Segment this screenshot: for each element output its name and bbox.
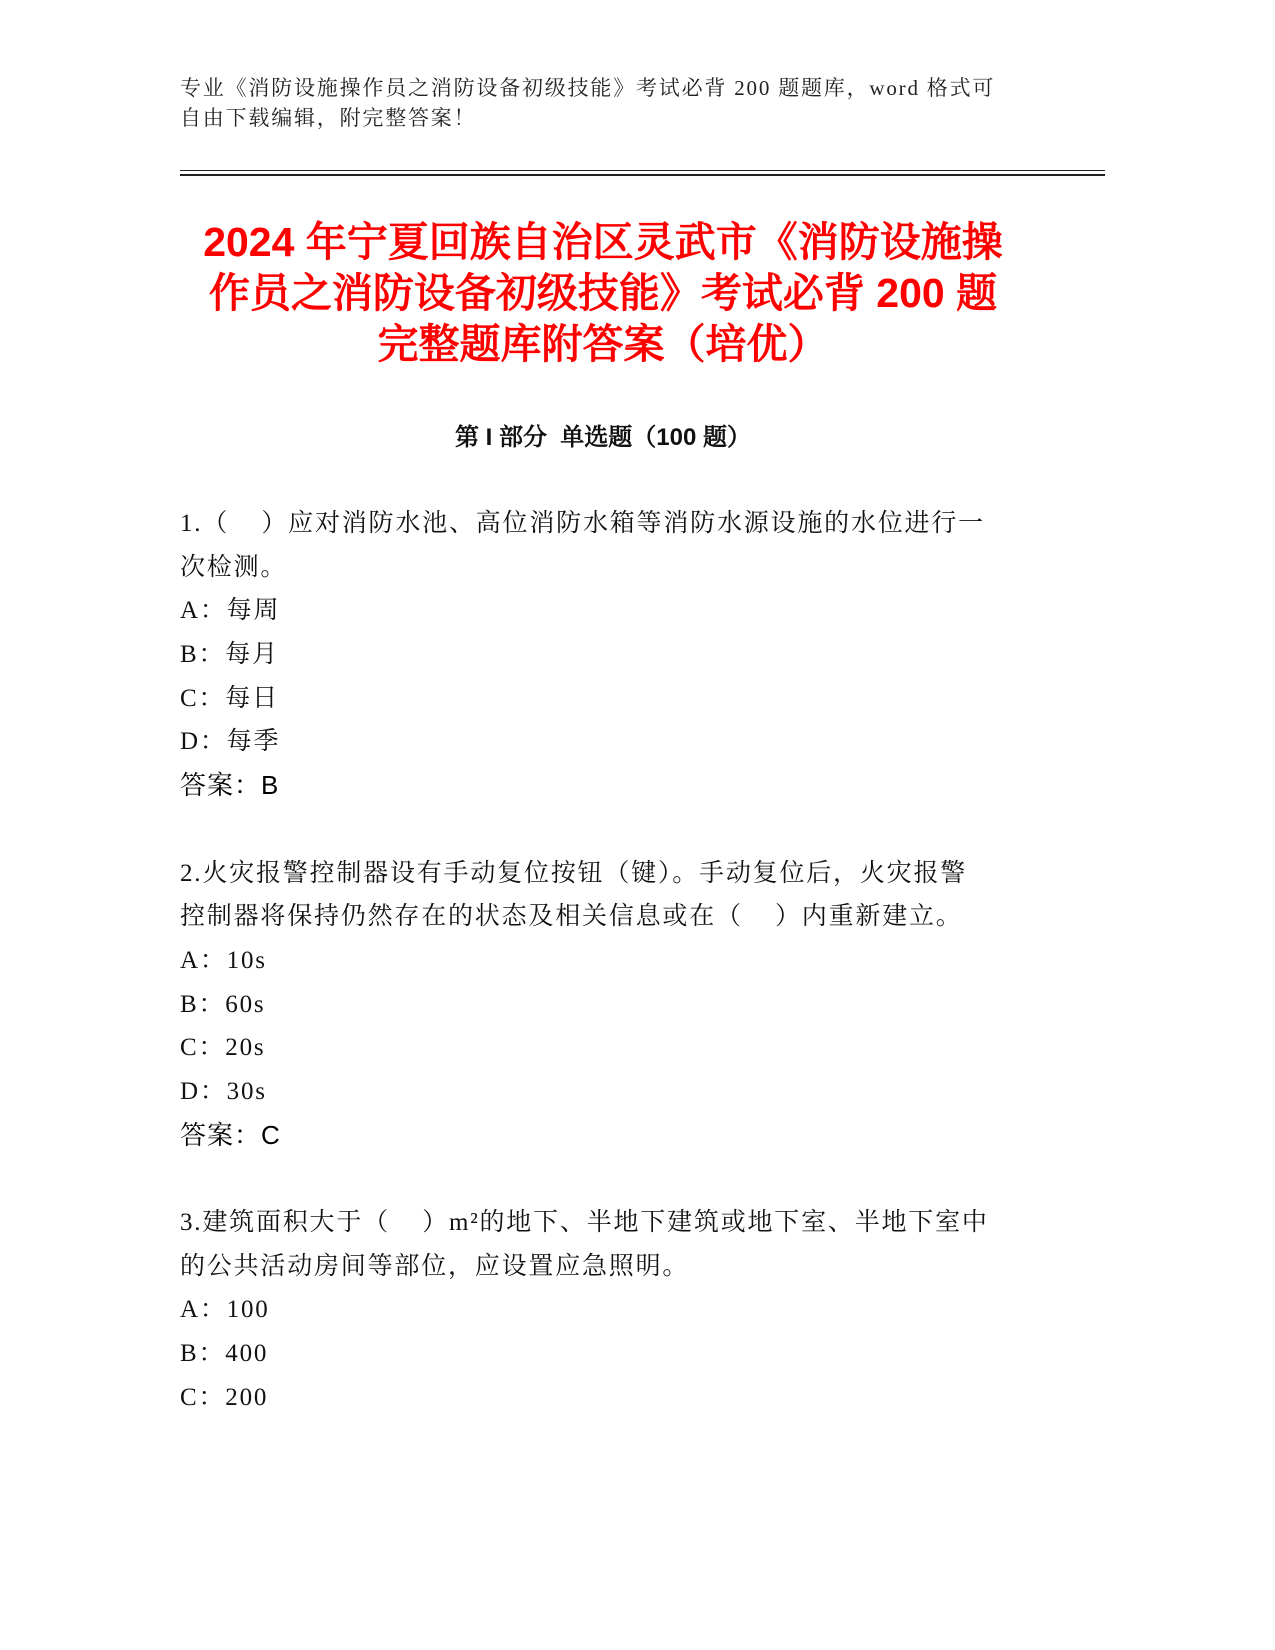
option-label: C： [180, 1383, 226, 1411]
answer-line [180, 1114, 1080, 1158]
option-label: B： [180, 990, 226, 1018]
question-text-line: 控制器将保持仍然存在的状态及相关信息或在（ ）内重新建立。 [180, 903, 963, 931]
title-line: 完整题库附答案（培优） [377, 321, 829, 367]
option-label: B： [180, 1340, 226, 1368]
header-line: 自由下载编辑，附完整答案！ [180, 106, 477, 130]
document-header [180, 73, 1080, 133]
question-3 [180, 1201, 1080, 1419]
option-text: 100 [226, 1296, 270, 1324]
option-a [180, 939, 1080, 983]
option-c [180, 1376, 1080, 1420]
option-text: 200 [225, 1383, 269, 1411]
option-label: C： [180, 684, 226, 712]
answer-value: B [261, 770, 280, 801]
option-b [180, 633, 1080, 677]
question-list [180, 502, 1080, 1463]
option-d [180, 1070, 1080, 1114]
header-line: 专业《消防设施操作员之消防设备初级技能》考试必背 200 题题库，word 格式可 [180, 76, 996, 100]
option-text: 每日 [225, 684, 279, 712]
option-label: D： [180, 728, 227, 756]
option-label: A： [180, 1296, 227, 1324]
section-heading: 第 I 部分 单选题（100 题） [454, 424, 752, 451]
answer-line [180, 764, 1080, 808]
option-label: B： [180, 641, 226, 669]
option-b [180, 1332, 1080, 1376]
question-text-line: 次检测。 [180, 553, 288, 581]
answer-value: C [261, 1119, 281, 1150]
question-text-line: 的公共活动房间等部位，应设置应急照明。 [180, 1252, 690, 1280]
question-1 [180, 502, 1080, 808]
option-a [180, 589, 1080, 633]
option-text: 400 [225, 1340, 269, 1368]
option-text: 每周 [226, 597, 281, 625]
title-line: 作员之消防设备初级技能》考试必背 200 题 [208, 270, 998, 316]
option-d [180, 720, 1080, 764]
option-text: 20s [225, 1034, 266, 1062]
option-text: 每月 [225, 641, 279, 669]
option-label: A： [180, 946, 227, 974]
answer-label: 答案： [180, 770, 262, 801]
option-text: 30s [226, 1077, 267, 1105]
question-text-line: 2.火灾报警控制器设有手动复位按钮（键）。手动复位后，火灾报警 [180, 859, 968, 887]
option-text: 10s [226, 946, 267, 974]
document-title [180, 217, 1026, 370]
question-text-line: 3.建筑面积大于（ ）m²的地下、半地下建筑或地下室、半地下室中 [180, 1209, 989, 1236]
option-text: 每季 [226, 728, 281, 756]
question-2 [180, 852, 1080, 1158]
option-label: A： [180, 597, 227, 625]
option-text: 60s [225, 990, 266, 1018]
option-label: D： [180, 1077, 227, 1105]
option-label: C： [180, 1034, 226, 1062]
option-a [180, 1288, 1080, 1332]
title-line: 2024 年宁夏回族自治区灵武市《消防设施操 [203, 219, 1003, 265]
option-b [180, 983, 1080, 1027]
option-c [180, 677, 1080, 721]
answer-label: 答案： [180, 1119, 262, 1150]
header-divider [180, 170, 1105, 176]
option-c [180, 1026, 1080, 1070]
question-text-line: 1.（ ）应对消防水池、高位消防水箱等消防水源设施的水位进行一 [180, 510, 985, 537]
